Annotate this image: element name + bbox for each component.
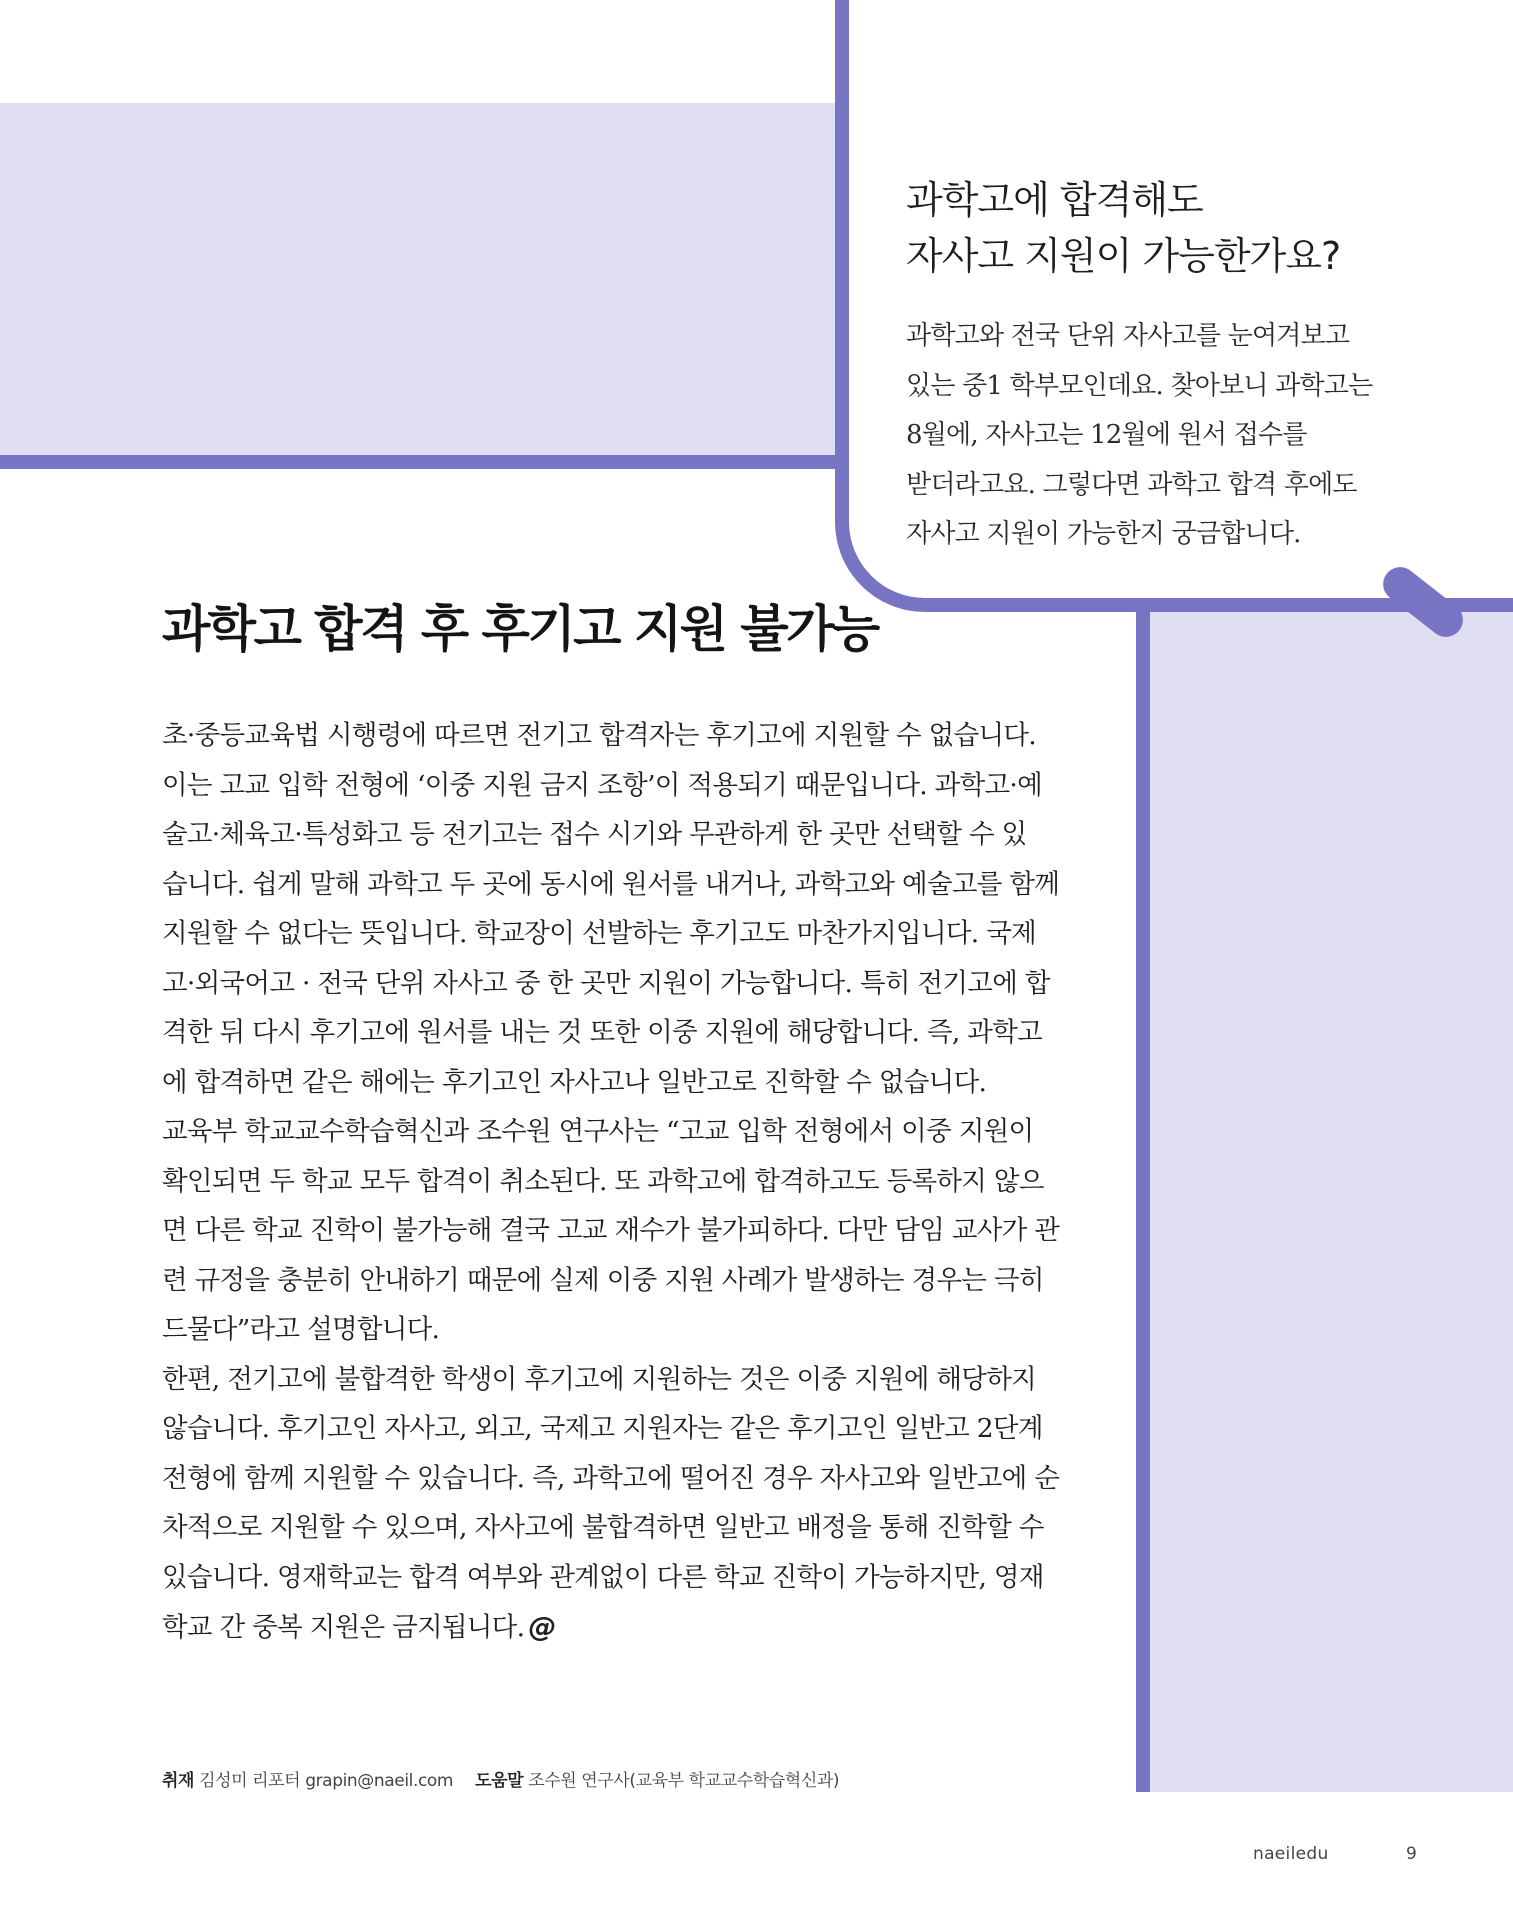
decorative-line-vertical [1136,598,1150,1792]
article-line: 드물다”라고 설명합니다. [162,1314,440,1345]
article-line: 전형에 함께 지원할 수 있습니다. 즉, 과학고에 떨어진 경우 자사고와 일반고에 순 [162,1462,1060,1494]
question-body-line: 8월에, 자사고는 12월에 원서 접수를 [906,420,1307,450]
article-line: 면 다른 학교 진학이 불가능해 결국 고교 재수가 불가피하다. 다만 담임 교사가 관 [162,1215,1060,1246]
article-line: 격한 뒤 다시 후기고에 원서를 내는 것 또한 이중 지원에 해당합니다. 즉, 과학고 [162,1017,1042,1048]
reporter-value: 김성미 리포터 grapin@naeil.com [199,1771,454,1791]
question-body [906,312,1406,560]
decorative-panel-right [1138,612,1513,1792]
article-line: 확인되면 두 학교 모두 합격이 취소된다. 또 과학고에 합격하고도 등록하지 않으 [162,1165,1044,1197]
article-line: 차적으로 지원할 수 있으며, 자사고에 불합격하면 일반고 배정을 통해 진학할 수 [162,1512,1044,1543]
helper-label: 도움말 [475,1771,524,1791]
article-last-line [162,1602,1072,1653]
article-line: 술고·체육고·특성화고 등 전기고는 접수 시기와 무관하게 한 곳만 선택할 수 있 [162,819,1027,850]
article-line: 교육부 학교교수학습혁신과 조수원 연구사는 “고교 입학 전형에서 이중 지원이 [162,1116,1034,1147]
article-line: 고·외국어고 · 전국 단위 자사고 중 한 곳만 지원이 가능합니다. 특히 전기고에 합 [162,967,1050,999]
article-line: 에 합격하면 같은 해에는 후기고인 자사고나 일반고로 진학할 수 없습니다. [162,1066,987,1098]
question-title [906,172,1466,284]
article-body [162,711,1072,1653]
article-line: 이는 고교 입학 전형에 ‘이중 지원 금지 조항’이 적용되기 때문입니다. 과학고·예 [162,769,1042,801]
decorative-line-horizontal [0,455,842,469]
article-line: 지원할 수 없다는 뜻입니다. 학교장이 선발하는 후기고도 마찬가지입니다. 국제 [162,918,1037,949]
end-mark-icon: @ [528,1610,556,1643]
footer-brand: naeiledu [1253,1844,1329,1864]
article-line: 련 규정을 충분히 안내하기 때문에 실제 이중 지원 사례가 발생하는 경우는 극히 [162,1264,1044,1296]
article-line: 있습니다. 영재학교는 합격 여부와 관계없이 다른 학교 진학이 가능하지만, 영재 [162,1561,1044,1593]
article-line: 한편, 전기고에 불합격한 학생이 후기고에 지원하는 것은 이중 지원에 해당하지 [162,1363,1037,1395]
article-line: 학교 간 중복 지원은 금지됩니다. [162,1612,525,1643]
reporter-label: 취재 [162,1771,195,1791]
article-line: 않습니다. 후기고인 자사고, 외고, 국제고 지원자는 같은 후기고인 일반고 2단계 [162,1413,1043,1444]
question-title-line: 자사고 지원이 가능한가요? [906,234,1341,278]
article-line: 초·중등교육법 시행령에 따르면 전기고 합격자는 후기고에 지원할 수 없습니다. [162,720,1037,751]
question-body-line: 과학고와 전국 단위 자사고를 눈여겨보고 [906,321,1350,351]
article-line: 습니다. 쉽게 말해 과학고 두 곳에 동시에 원서를 내거나, 과학고와 예술고를 함께 [162,868,1060,900]
credits [162,1769,1062,1793]
question-body-line: 자사고 지원이 가능한지 궁금합니다. [906,519,1301,549]
decorative-panel-left [0,103,842,460]
question-body-line: 있는 중1 학부모인데요. 찾아보니 과학고는 [906,370,1373,401]
question-title-line: 과학고에 합격해도 [906,178,1203,222]
article-headline: 과학고 합격 후 후기고 지원 불가능 [162,600,878,658]
helper-value: 조수원 연구사(교육부 학교교수학습혁신과) [528,1771,840,1791]
question-body-line: 받더라고요. 그렇다면 과학고 합격 후에도 [906,469,1357,500]
page-number: 9 [1406,1844,1417,1864]
